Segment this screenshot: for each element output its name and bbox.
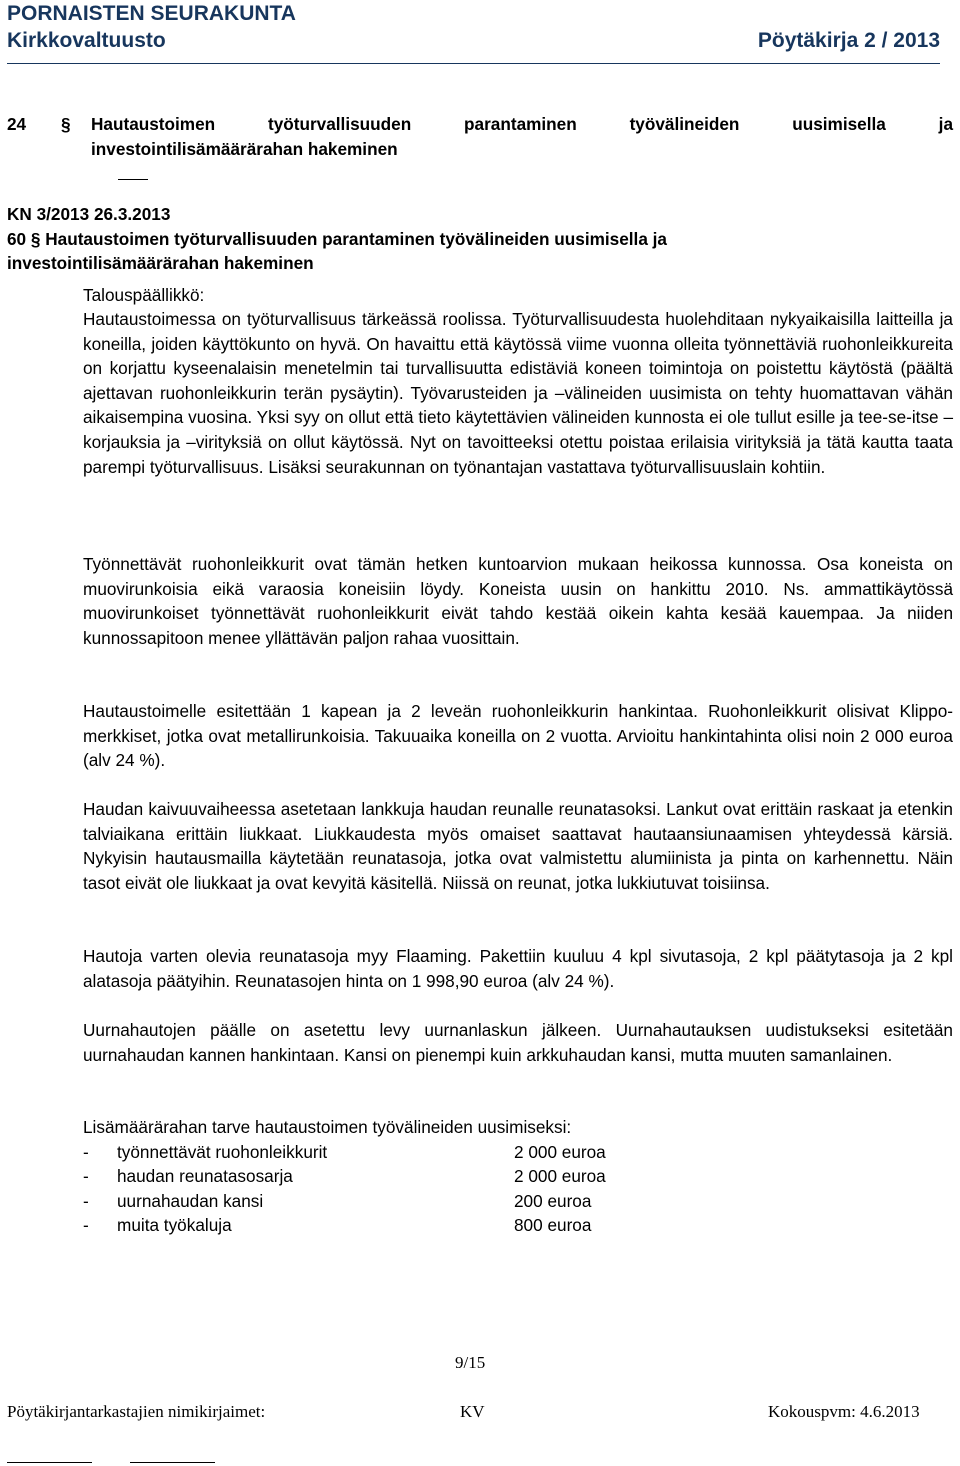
list-item-amount: 2 000 euroa <box>514 1166 606 1187</box>
paragraph-1: Hautaustoimessa on työturvallisuus tärkeässä roolissa. Työturvallisuudesta huolehditaan nykyaikaisilla laitteilla ja koneilla, joiden käyttökunto on hyvä. On havaittu että käytössä viime vuonna olleita työnnettäviä ruohonleikkureita on korjattu kyseenalaisin menetelmin tai turvallisuutta edistäviä koneen toimintoja on poistettu käytöstä (päältä ajettavan ruohonleikkurin terän pysäytin). Työvarusteiden ja –välineiden uusimista on tehty huomattavan vähän aikaisempina vuosina. Yksi syy on ollut että tieto käytettävien välineiden kunnosta ei ole tullut esille ja tee-se-itse –korjauksia ja –virityksiä on ollut käytössä. Nyt on tavoitteeksi otettu poistaa erilaisia virityksiä ja tätä kautta taata parempi työturvallisuus. Lisäksi seurakunnan on työnantajan vastattava työturvallisuuslain kohtiin. <box>83 309 953 477</box>
paragraph-3: Hautaustoimelle esitettään 1 kapean ja 2 leveän ruohonleikkurin hankintaa. Ruohonleikkurit olisivat Klippo-merkkiset, jotka ovat metallirunkoisia. Takuuaika koneilla on 2 vuotta. Arvioitu hankintahinta olisi noin 2 000 euroa (alv 24 %). <box>83 701 953 771</box>
organization-name: PORNAISTEN SEURAKUNTA <box>7 2 296 25</box>
document-number: Pöytäkirja 2 / 2013 <box>757 29 940 52</box>
signers-label: Pöytäkirjantarkastajien nimikirjaimet: <box>7 1402 266 1421</box>
budget-list <box>83 1115 953 1238</box>
paragraph-5: Hautoja varten olevia reunatasoja myy Flaaming. Pakettiin kuuluu 4 kpl sivutasoja, 2 kpl päätytasoja ja 2 kpl alatasoja päätyihin. Reunatasojen hinta on 1 998,90 euroa (alv 24 %). <box>83 946 953 991</box>
paragraph-2: Työnnettävät ruohonleikkurit ovat tämän hetken kuntoarvion mukaan heikossa kunnossa. Osa koneista on muovirunkoisia eikä varaosia koneisiin löydy. Koneista uusin on hankittu 2010. Ns. ammattikäytössä muovirunkoiset työnnettävät ruohonleikkurit eivät tahdo kestää oikein kahta kesää kauempaa. Ja niiden kunnossapitoon menee yllättävän paljon rahaa vuosittain. <box>83 554 953 648</box>
signer-initials: KV <box>460 1402 485 1421</box>
separator-line <box>118 179 148 180</box>
header-row <box>7 29 940 53</box>
section-title-line1: Hautaustoimen työturvallisuuden parantaminen työvälineiden uusimisella ja <box>91 114 953 134</box>
page-number: 9/15 <box>455 1353 486 1372</box>
presenter-label: Talouspäällikkö: <box>83 285 205 305</box>
list-item-amount: 2 000 euroa <box>514 1141 606 1162</box>
signature-line-1 <box>7 1462 92 1463</box>
list-item-label: työnnettävät ruohonleikkurit <box>117 1141 328 1162</box>
paragraph-6: Uurnahautojen päälle on asetettu levy uurnanlaskun jälkeen. Uurnahautauksen uudistukseksi esitetään uurnahaudan kannen hankintaan. Kansi on pienempi kuin arkkuhaudan kansi, mutta muuten samanlainen. <box>83 1020 953 1065</box>
reference-line: KN 3/2013 26.3.2013 <box>7 204 171 224</box>
section-title-line2: investointilisämäärärahan hakeminen <box>91 138 398 159</box>
signature-line-2 <box>130 1462 215 1463</box>
list-item-label: haudan reunatasosarja <box>117 1166 293 1187</box>
paragraph-4: Haudan kaivuuvaiheessa asetetaan lankkuja haudan reunalle reunatasoksi. Lankut ovat erittäin raskaat ja etenkin talviaikana erittäin liukkaat. Liukkaudesta myös omaiset saattavat hautaansiunaamisen yhteydessä kärsiä. Nykyisin hautausmailla käytetään reunatasoja, jotka ovat valmistettu alumiinista ja pinta on karhennettu. Näin tasot eivät ole liukkaat ja ovat kevyitä käsitellä. Niissä on reunat, jotka lukkiutuvat toisiinsa. <box>83 799 953 893</box>
list-item-label: uurnahaudan kansi <box>117 1190 264 1211</box>
meeting-date: Kokouspvm: 4.6.2013 <box>768 1402 920 1421</box>
list-item: - haudan reunatasosarja 2 000 euroa <box>83 1164 953 1189</box>
reference-block <box>7 202 953 276</box>
budget-list-intro: Lisämäärärahan tarve hautaustoimen työvälineiden uusimiseksi: <box>83 1117 572 1137</box>
reference-title-line1: 60 § Hautaustoimen työturvallisuuden parantaminen työvälineiden uusimisella ja <box>7 228 667 249</box>
paragraph-symbol: § <box>61 114 71 134</box>
list-item: - työnnettävät ruohonleikkurit 2 000 euroa <box>83 1140 953 1165</box>
list-item-amount: 200 euroa <box>514 1190 592 1211</box>
list-item: - uurnahaudan kansi 200 euroa <box>83 1189 953 1214</box>
section-heading <box>7 112 953 161</box>
list-item-label: muita työkaluja <box>117 1215 232 1236</box>
header-divider <box>7 63 940 64</box>
section-number: 24 <box>7 114 27 134</box>
list-item: - muita työkaluja 800 euroa <box>83 1213 953 1238</box>
department-name: Kirkkovaltuusto <box>7 29 166 52</box>
list-item-amount: 800 euroa <box>514 1215 592 1236</box>
reference-title-line2: investointilisämäärärahan hakeminen <box>7 253 314 274</box>
